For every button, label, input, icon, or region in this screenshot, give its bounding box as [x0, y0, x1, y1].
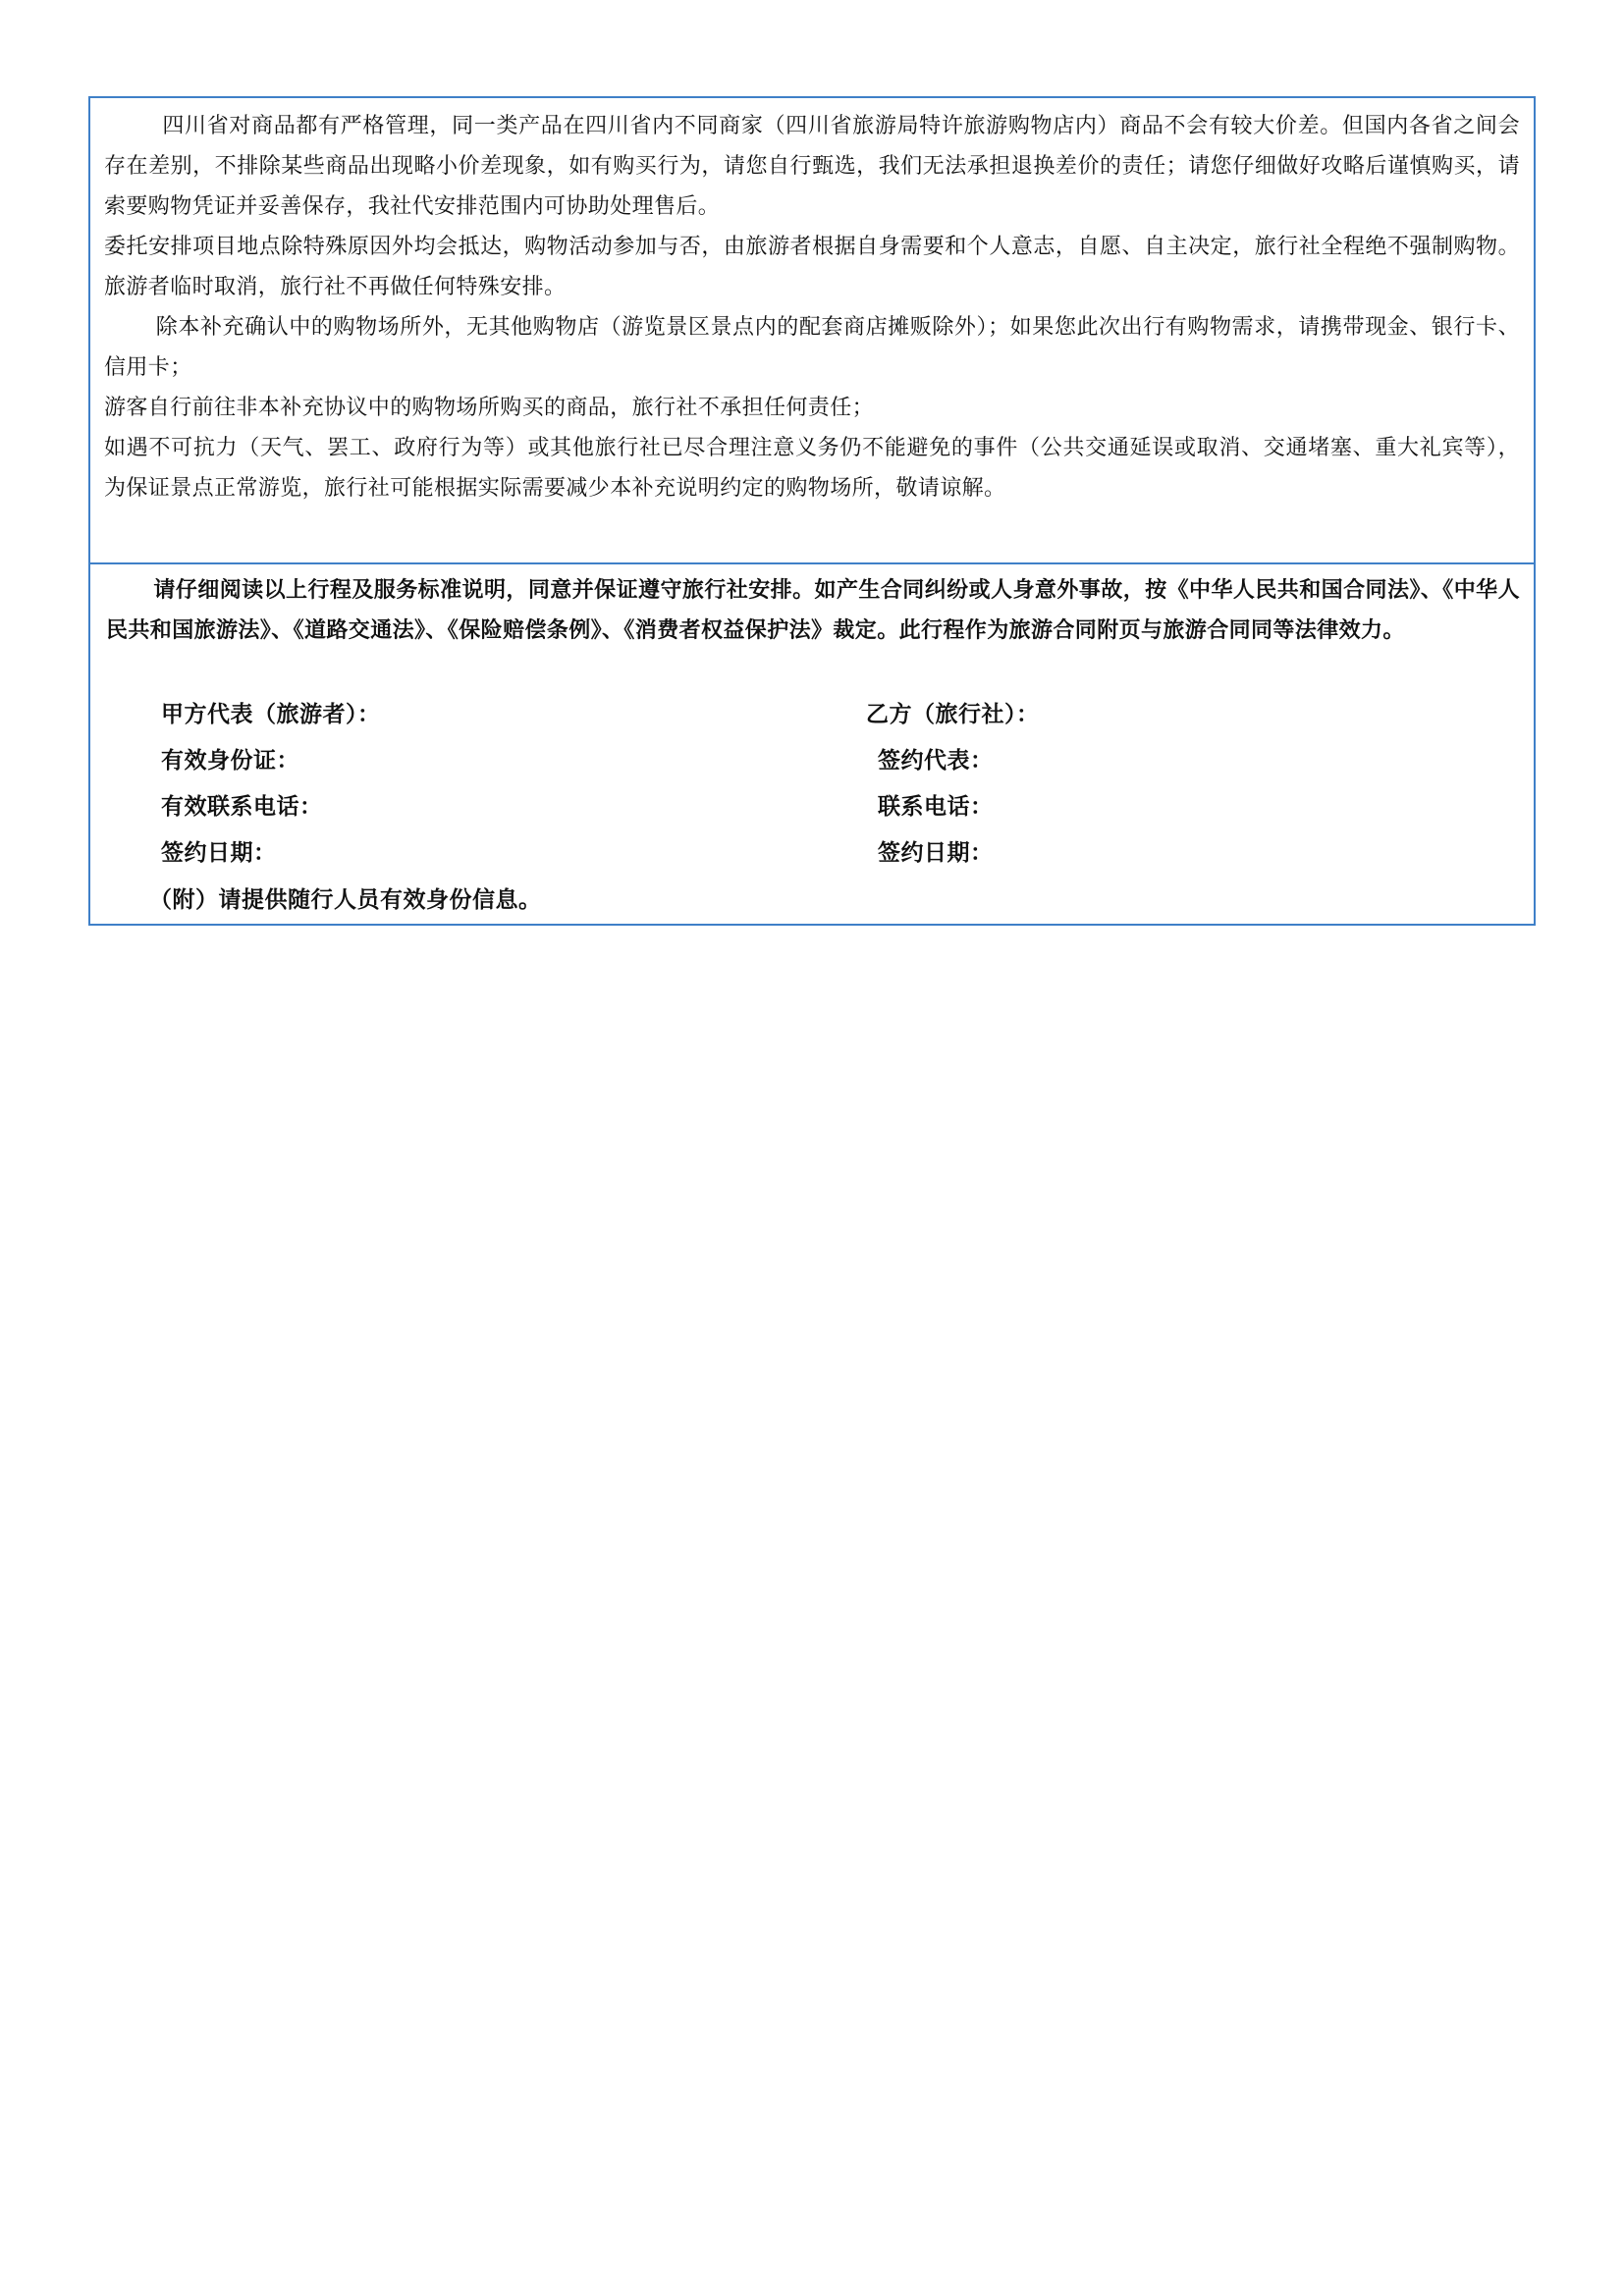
note-liability-exclusion: 游客自行前往非本补充协议中的购物场所购买的商品，旅行社不承担任何责任； — [104, 396, 875, 420]
agreement-section — [88, 562, 1536, 926]
note-price-difference: 四川省对商品都有严格管理，同一类产品在四川省内不同商家（四川省旅游局特许旅游购物店内）商品不会有较大价差。但国内各省之间会存在差别，不排除某些商品出现略小价差现象，如有购买行为，请您自行甄选，我们无法承担退换差价的责任；请您仔细做好攻略后谨慎购买，请索要购物凭证并妥善保存，我社代安排范围内可协助处理售后。 — [104, 114, 1520, 219]
appendix-row — [149, 885, 542, 915]
shopping-notes — [104, 106, 1520, 508]
party-b-phone-row — [878, 792, 994, 822]
party-a-date-label: 签约日期： — [161, 840, 277, 866]
note-force-majeure: 如遇不可抗力（天气、罢工、政府行为等）或其他旅行社已尽合理注意义务仍不能避免的事件（公共交通延误或取消、交通堵塞、重大礼宾等），为保证景点正常游览，旅行社可能根据实际需要减少本补充说明约定的购物场所，敬请谅解。 — [104, 436, 1520, 501]
party-b-date-label: 签约日期： — [878, 840, 994, 866]
party-b-label: 乙方（旅行社）： — [866, 702, 1040, 727]
note-voluntary-shopping: 委托安排项目地点除特殊原因外均会抵达，购物活动参加与否，由旅游者根据自身需要和个人意志，自愿、自主决定，旅行社全程绝不强制购物。旅游者临时取消，旅行社不再做任何特殊安排。 — [104, 235, 1520, 299]
note-no-other-shops: 除本补充确认中的购物场所外，无其他购物店（游览景区景点内的配套商店摊贩除外）；如果您此次出行有购物需求，请携带现金、银行卡、信用卡； — [104, 315, 1520, 380]
party-a-phone-label: 有效联系电话： — [161, 794, 323, 820]
party-a-date-row — [161, 838, 277, 868]
party-b-phone-label: 联系电话： — [878, 794, 994, 820]
party-a-representative-label — [161, 700, 381, 729]
party-b-rep-label: 签约代表： — [878, 748, 994, 774]
party-a-phone-row — [161, 792, 323, 822]
agreement-declaration: 请仔细阅读以上行程及服务标准说明，同意并保证遵守旅行社安排。如产生合同纠纷或人身意外事故，按《中华人民共和国合同法》、《中华人民共和国旅游法》、《道路交通法》、《保险赔偿条例》、《消费者权益保护法》裁定。此行程作为旅游合同附页与旅游合同同等法律效力。 — [106, 578, 1520, 643]
shopping-notes-section — [88, 96, 1536, 564]
party-a-id-row — [161, 746, 299, 775]
party-b-rep-row — [878, 746, 994, 775]
party-b-label-row — [866, 700, 1040, 729]
party-b-date-row — [878, 838, 994, 868]
appendix-note: （附）请提供随行人员有效身份信息。 — [149, 887, 542, 913]
party-a-label: 甲方代表（旅游者）： — [161, 702, 381, 727]
party-a-id-label: 有效身份证： — [161, 748, 299, 774]
